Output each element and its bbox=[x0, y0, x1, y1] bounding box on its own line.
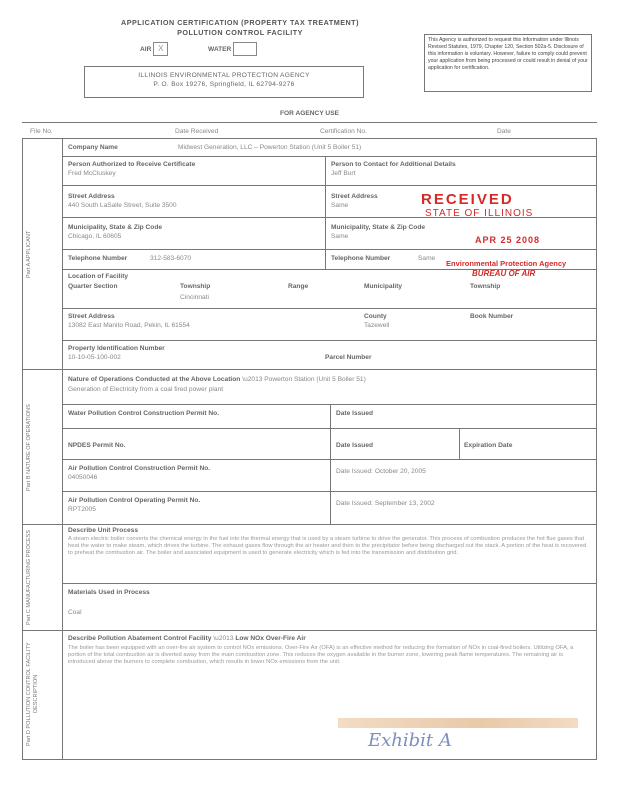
date-label: Date bbox=[497, 128, 511, 135]
county-value: Tazewell bbox=[364, 322, 390, 329]
air-construction-value: 04050046 bbox=[68, 474, 98, 481]
agency-box bbox=[84, 66, 364, 98]
abatement-value: Low NOx Over-Fire Air bbox=[235, 635, 306, 642]
township-label: Township bbox=[180, 283, 211, 290]
part-c-side-label: Part C MANUFACTURING PROCESS bbox=[26, 529, 32, 625]
street2-value: Same bbox=[331, 202, 349, 209]
agency-name: ILLINOIS ENVIRONMENTAL PROTECTION AGENCY bbox=[138, 72, 310, 79]
exhibit-highlight bbox=[338, 718, 578, 728]
person-authorized-value: Fred McCluskey bbox=[68, 170, 116, 177]
township-value: Cincinnati bbox=[180, 294, 209, 301]
npdes-expiration-label: Expiration Date bbox=[464, 442, 513, 449]
npdes-date-label: Date Issued bbox=[336, 442, 374, 449]
part-a-side-label: Part A APPLICANT bbox=[26, 230, 32, 278]
street2-label: Street Address bbox=[331, 193, 378, 200]
municipality2-label: Municipality, State & Zip Code bbox=[331, 224, 426, 231]
contact-label: Person to Contact for Additional Details bbox=[331, 161, 456, 168]
range-label: Range bbox=[288, 283, 309, 290]
abatement-label: Describe Pollution Abatement Control Facility bbox=[68, 635, 212, 642]
form-subtitle: POLLUTION CONTROL FACILITY bbox=[177, 28, 303, 37]
part-d-side-label: Part D POLLUTION CONTROL FACILITY DESCRIPTION bbox=[26, 642, 39, 746]
street-label: Street Address bbox=[68, 193, 115, 200]
air-construction-date: Date Issued: October 20, 2005 bbox=[336, 468, 426, 475]
township2-label: Township bbox=[470, 283, 501, 290]
telephone2-label: Telephone Number bbox=[331, 255, 391, 262]
materials-value: Coal bbox=[68, 609, 82, 616]
air-operating-date: Date Issued: September 13, 2002 bbox=[336, 500, 435, 507]
received-stamp: RECEIVED bbox=[421, 191, 514, 208]
received-state: STATE OF ILLINOIS bbox=[425, 208, 534, 219]
certification-no-label: Certification No. bbox=[320, 128, 367, 135]
person-authorized-label: Person Authorized to Receive Certificate bbox=[68, 161, 196, 168]
company-label: Company Name bbox=[68, 144, 118, 151]
book-number-label: Book Number bbox=[470, 313, 514, 320]
air-checkbox[interactable]: X bbox=[153, 42, 168, 56]
form-title: APPLICATION CERTIFICATION (PROPERTY TAX TREATMENT) bbox=[121, 18, 359, 27]
air-operating-value: RPT2005 bbox=[68, 506, 96, 513]
water-checkbox[interactable] bbox=[233, 42, 257, 56]
company-value: Midwest Generation, LLC – Powerton Station (Unit 5 Boiler 51) bbox=[178, 144, 362, 151]
nature-label: Nature of Operations Conducted at the Above Location bbox=[68, 376, 241, 383]
date-received-label: Date Received bbox=[175, 128, 219, 135]
contact-value: Jeff Burt bbox=[331, 170, 356, 177]
agency-address: P. O. Box 19276, Springfield, IL 62794-9276 bbox=[153, 81, 295, 88]
pin-value: 10-10-05-100-002 bbox=[68, 354, 121, 361]
municipality-label: Municipality, State & Zip Code bbox=[68, 224, 163, 231]
exhibit-label: Exhibit A bbox=[368, 730, 452, 751]
parcel-label: Parcel Number bbox=[325, 354, 372, 361]
air-label: AIR bbox=[140, 45, 152, 53]
abatement-text: The boiler has been equipped with an over-fire air system to control NOx emissions. Over-Fire Air (OFA) is an effective method for reducing the formation of NOx in coal-fired boilers. Utilizing OFA, a portion of the total combustion air is diverted away from the main combustion zone. This reduces the oxygen available in the burner zone, lowering peak flame temperatures. The remaining air is introduced above the burners to complete combustion, which results in lower NOx emissions from the unit. bbox=[68, 645, 574, 666]
air-checkbox-group bbox=[140, 42, 168, 56]
telephone-value: 312-583-6070 bbox=[150, 255, 192, 262]
street-value: 440 South LaSalle Street, Suite 3500 bbox=[68, 202, 177, 209]
abatement-row: Describe Pollution Abatement Control Facility \u2013 Low NOx Over-Fire Air bbox=[68, 635, 306, 642]
telephone-label: Telephone Number bbox=[68, 255, 128, 262]
received-bureau: BUREAU OF AIR bbox=[472, 269, 536, 278]
materials-label: Materials Used in Process bbox=[68, 589, 150, 596]
facility-street-label: Street Address bbox=[68, 313, 115, 320]
municipality-value: Chicago, IL 60605 bbox=[68, 233, 122, 240]
describe-unit-text: A steam electric boiler converts the chemical energy in the fuel into the thermal energy that is used by a steam turbine to drive the generator. This process of combustion produces the hot flue gases that heat the water to make steam, which drives the turbine. The exhaust gases flow through the air heater and then to the precipitator before being discharged out the stack. A portion of the heat is recovered to preheat the combustion air. The boiler and associated equipment is used to generate electricity which is fed into the transmission and distribution grid. bbox=[68, 536, 587, 557]
facility-street-value: 13082 East Manito Road, Pekin, IL 61554 bbox=[68, 322, 190, 329]
telephone2-value: Same bbox=[418, 255, 436, 262]
quarter-section-label: Quarter Section bbox=[68, 283, 118, 290]
nature-value: Powerton Station (Unit 5 Boiler 51) bbox=[264, 376, 366, 383]
file-no-label: File No. bbox=[30, 128, 53, 135]
nature-description: Generation of Electricity from a coal fired power plant bbox=[68, 386, 224, 393]
received-date: APR 25 2008 bbox=[475, 235, 541, 245]
county-label: County bbox=[364, 313, 387, 320]
npdes-label: NPDES Permit No. bbox=[68, 442, 126, 449]
water-checkbox-group bbox=[208, 42, 257, 56]
part-b-side-label: Part B NATURE OF OPERATIONS bbox=[26, 404, 32, 492]
received-agency: Environmental Protection Agency bbox=[446, 259, 567, 268]
air-operating-label: Air Pollution Control Operating Permit No. bbox=[68, 497, 201, 504]
water-date-label: Date Issued bbox=[336, 410, 374, 417]
municipality2-value: Same bbox=[331, 233, 349, 240]
location-label: Location of Facility bbox=[68, 273, 129, 280]
air-construction-label: Air Pollution Control Construction Permit No. bbox=[68, 465, 211, 472]
privacy-notice: This Agency is authorized to request this information under Illinois Revised Statutes, 1979, Chapter 120, Section 502a-5. Disclosure of this information is voluntary. However, failure to comply could prevent your application from being processed or could result in denial of your application for certification. bbox=[424, 34, 592, 92]
municipality-col-label: Municipality bbox=[364, 283, 403, 290]
pin-label: Property Identification Number bbox=[68, 345, 165, 352]
water-permit-label: Water Pollution Control Construction Permit No. bbox=[68, 410, 220, 417]
water-label: WATER bbox=[208, 45, 232, 53]
nature-row: Nature of Operations Conducted at the Above Location \u2013 Powerton Station (Unit 5 Boiler 51) bbox=[68, 376, 366, 383]
agency-use-heading: FOR AGENCY USE bbox=[280, 110, 339, 117]
describe-unit-label: Describe Unit Process bbox=[68, 527, 138, 534]
